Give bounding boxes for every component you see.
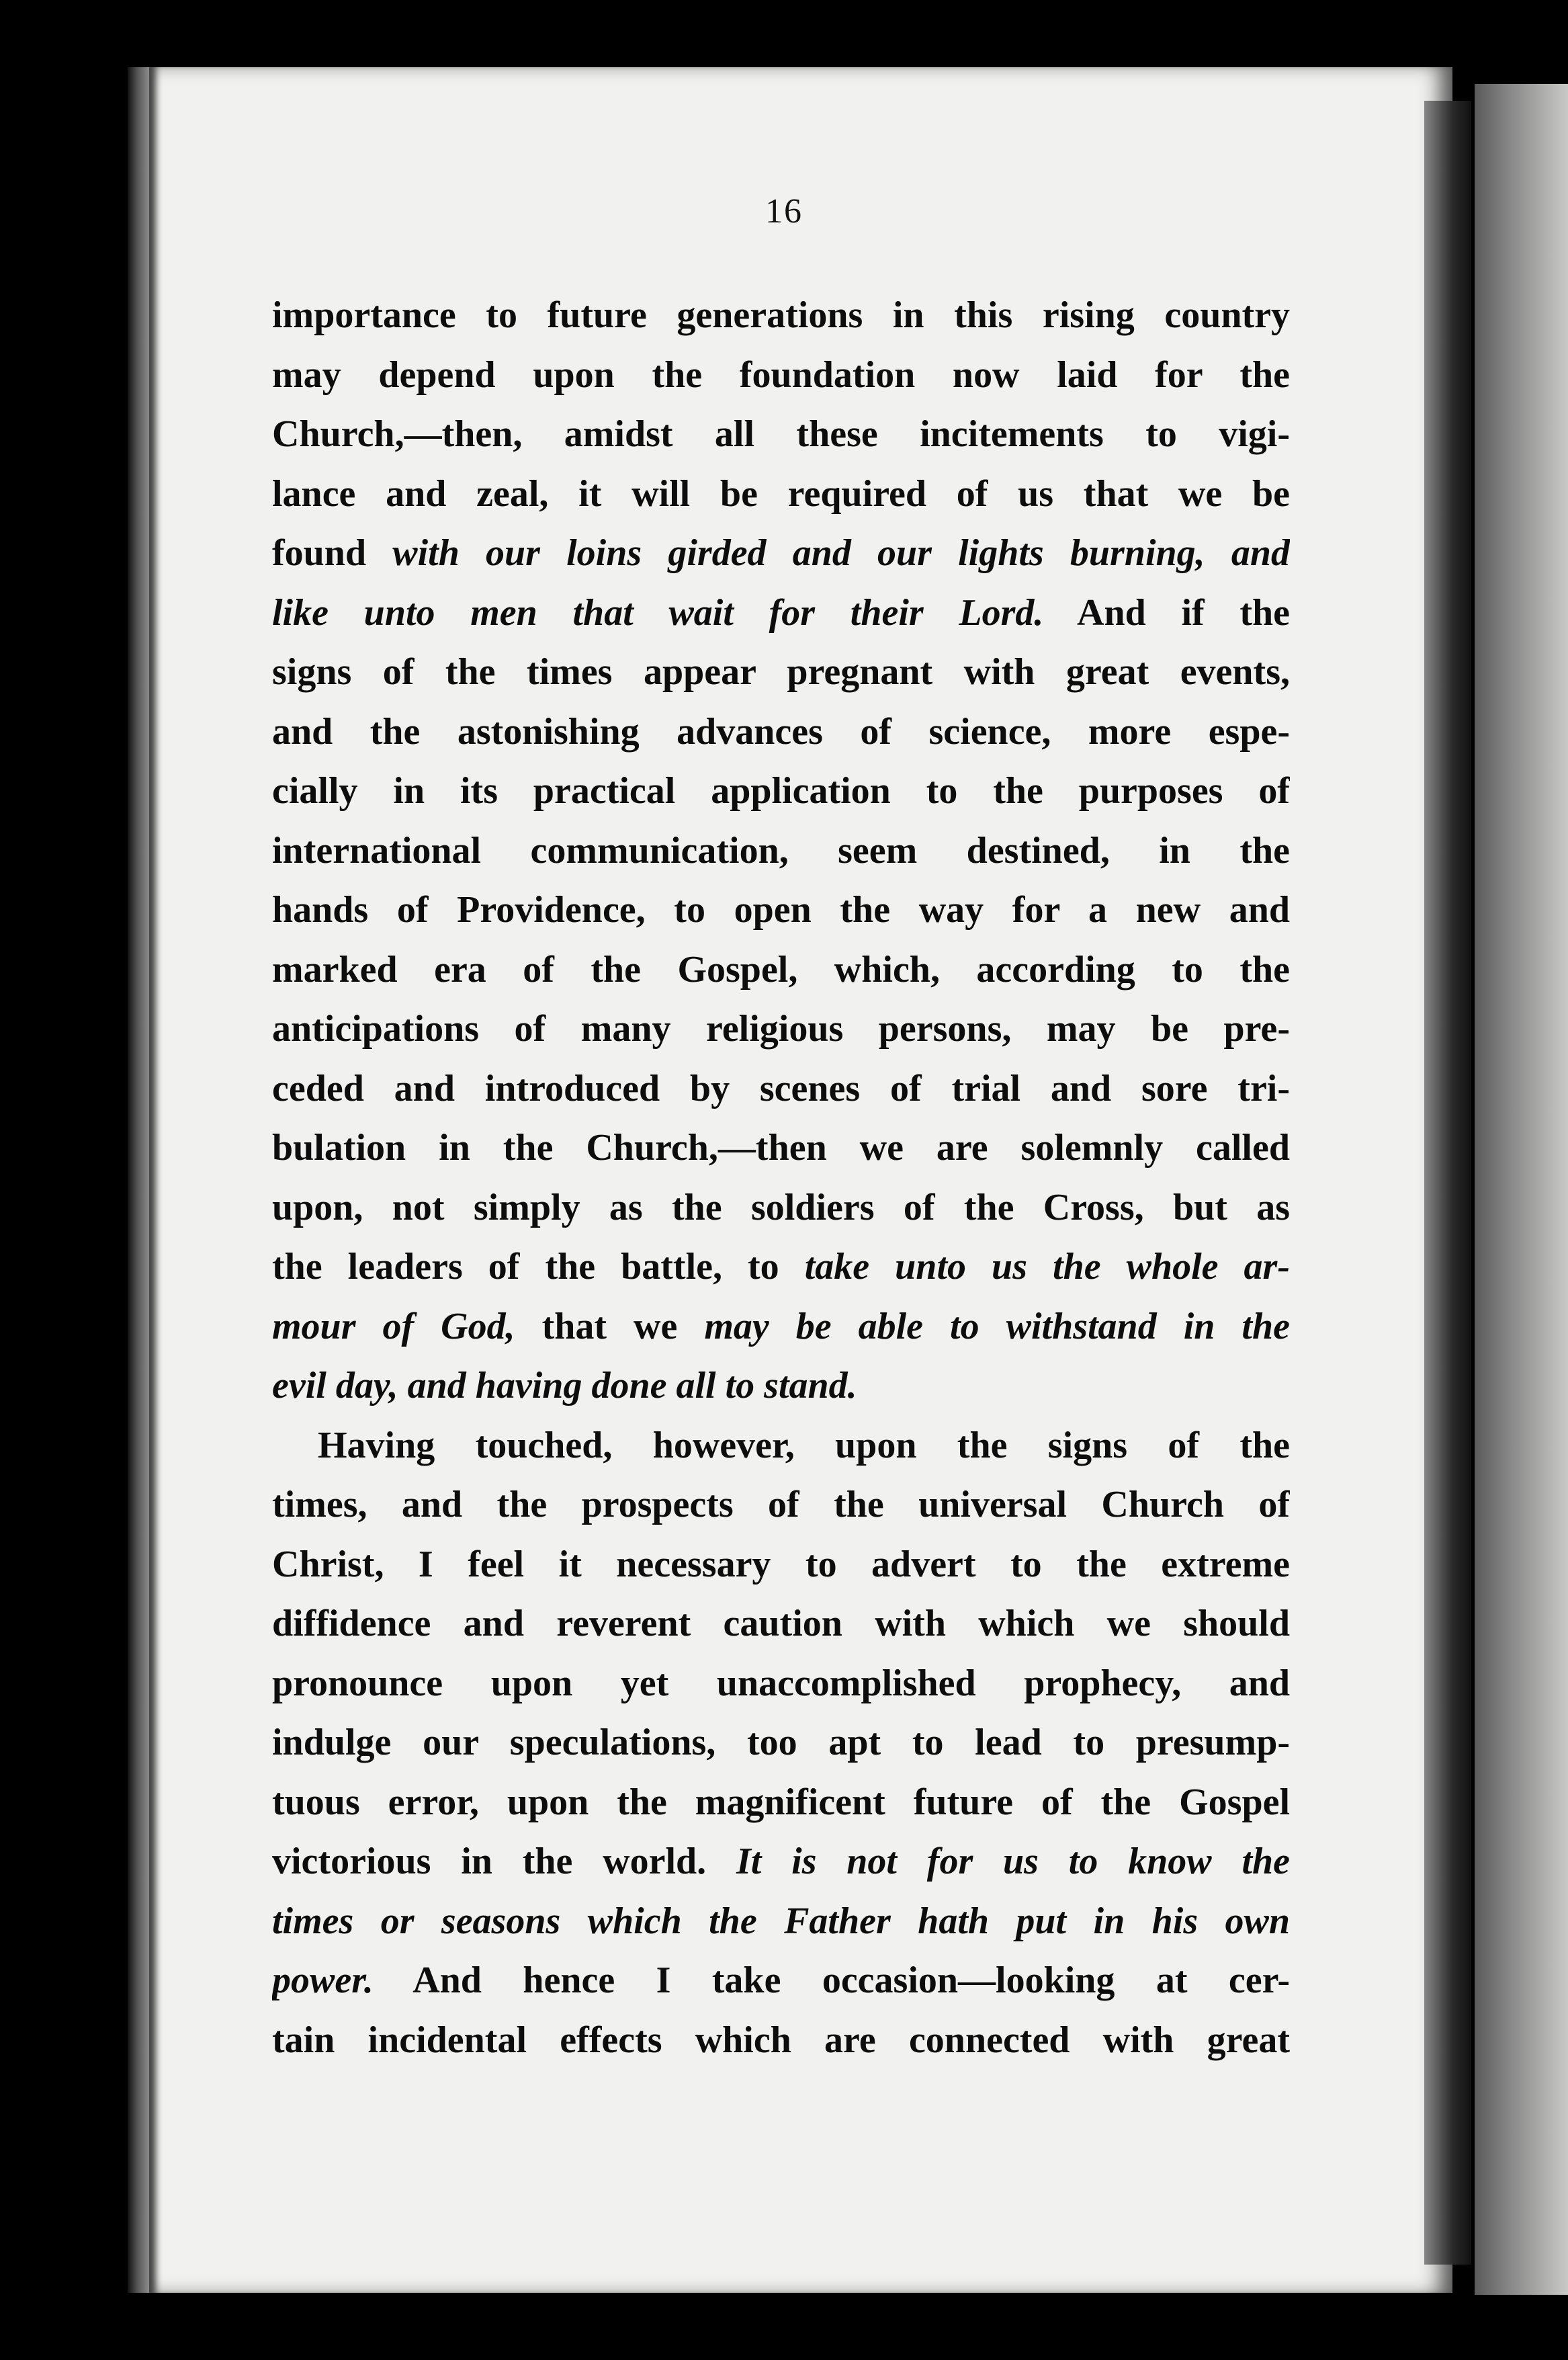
text-run: cially in its practical application to the purposes of <box>272 770 1290 812</box>
italic-text: take unto us the whole ar- <box>804 1246 1290 1288</box>
italic-text: with our loins girded and our lights burning, and <box>392 532 1290 574</box>
text-line <box>272 999 1290 1059</box>
text-line <box>272 405 1290 464</box>
text-line <box>272 286 1290 345</box>
italic-text: It is not for us to know the <box>736 1841 1290 1882</box>
text-run: signs of the times appear pregnant with great events, <box>272 651 1290 693</box>
text-run: diffidence and reverent caution with which we should <box>272 1603 1290 1644</box>
text-run: lance and zeal, it will be required of us that we be <box>272 472 1290 515</box>
text-line <box>272 1356 1290 1416</box>
text-line <box>272 1773 1290 1832</box>
italic-text: mour of God, <box>272 1305 515 1347</box>
text-line <box>272 1892 1290 1951</box>
text-run: tain incidental effects which are connected with great <box>272 2019 1290 2061</box>
text-run: bulation in the Church,—then we are solemnly called <box>272 1127 1290 1169</box>
italic-text: power. <box>272 1959 374 2001</box>
text-run: marked era of the Gospel, which, according to the <box>272 948 1290 991</box>
text-run: tuous error, upon the magnificent future of the Gospel <box>272 1781 1290 1823</box>
text-run: that we <box>515 1305 705 1347</box>
body-text <box>272 286 1290 2070</box>
text-run: the leaders of the battle, to <box>272 1246 805 1288</box>
text-line <box>272 1178 1290 1238</box>
text-run: Having touched, however, upon the signs of the <box>318 1424 1290 1466</box>
text-line <box>272 1297 1290 1357</box>
text-run: Church,—then, amidst all these incitements to vigi- <box>272 413 1290 455</box>
text-line <box>272 1237 1290 1297</box>
text-line <box>272 583 1290 643</box>
text-line <box>272 1118 1290 1178</box>
italic-text: may be able to withstand in the <box>704 1305 1290 1347</box>
text-run: pronounce upon yet unaccomplished prophecy, and <box>272 1662 1290 1704</box>
text-run: times, and the prospects of the universal Church of <box>272 1484 1290 1525</box>
text-line <box>272 642 1290 702</box>
text-line <box>272 1059 1290 1119</box>
text-run: anticipations of many religious persons, may be pre- <box>272 1008 1290 1050</box>
text-run: Christ, I feel it necessary to advert to the extreme <box>272 1543 1290 1585</box>
text-line <box>272 1713 1290 1773</box>
text-line <box>272 821 1290 881</box>
text-run: indulge our speculations, too apt to lead to presump- <box>272 1722 1290 1763</box>
text-line <box>272 464 1290 524</box>
text-run: international communication, seem destined, in the <box>272 829 1290 872</box>
italic-text: like unto men that wait for their Lord. <box>272 591 1044 634</box>
text-run: upon, not simply as the soldiers of the Cross, but as <box>272 1186 1290 1228</box>
text-line <box>272 761 1290 821</box>
text-line <box>272 345 1290 405</box>
page-gutter-shadow <box>1424 101 1471 2265</box>
text-line <box>272 1416 1290 1476</box>
text-line <box>272 1535 1290 1595</box>
text-run: and the astonishing advances of science, more espe- <box>272 710 1290 753</box>
text-line <box>272 880 1290 940</box>
text-line <box>272 1654 1290 1714</box>
text-line <box>272 702 1290 762</box>
text-run: And if the <box>1043 591 1290 634</box>
text-line <box>272 1832 1290 1892</box>
text-run: found <box>272 532 393 574</box>
text-line <box>272 1594 1290 1654</box>
text-run: importance to future generations in this rising country <box>272 294 1290 336</box>
text-run: victorious in the world. <box>272 1841 736 1882</box>
text-run: ceded and introduced by scenes of trial and sore tri- <box>272 1067 1290 1109</box>
adjacent-page-edge <box>1475 84 1568 2295</box>
text-line <box>272 1951 1290 2011</box>
text-run: may depend upon the foundation now laid for the <box>272 353 1290 396</box>
page-binding-edge <box>128 67 152 2293</box>
text-line <box>272 2011 1290 2070</box>
italic-text: times or seasons which the Father hath put in his own <box>272 1900 1290 1942</box>
text-line <box>272 940 1290 1000</box>
italic-text: evil day, and having done all to stand. <box>272 1365 857 1406</box>
page-number: 16 <box>765 192 803 230</box>
text-line <box>272 1475 1290 1535</box>
text-run: And hence I take occasion—looking at cer- <box>373 1959 1290 2001</box>
text-line <box>272 523 1290 583</box>
text-run: hands of Providence, to open the way for a new and <box>272 889 1290 931</box>
